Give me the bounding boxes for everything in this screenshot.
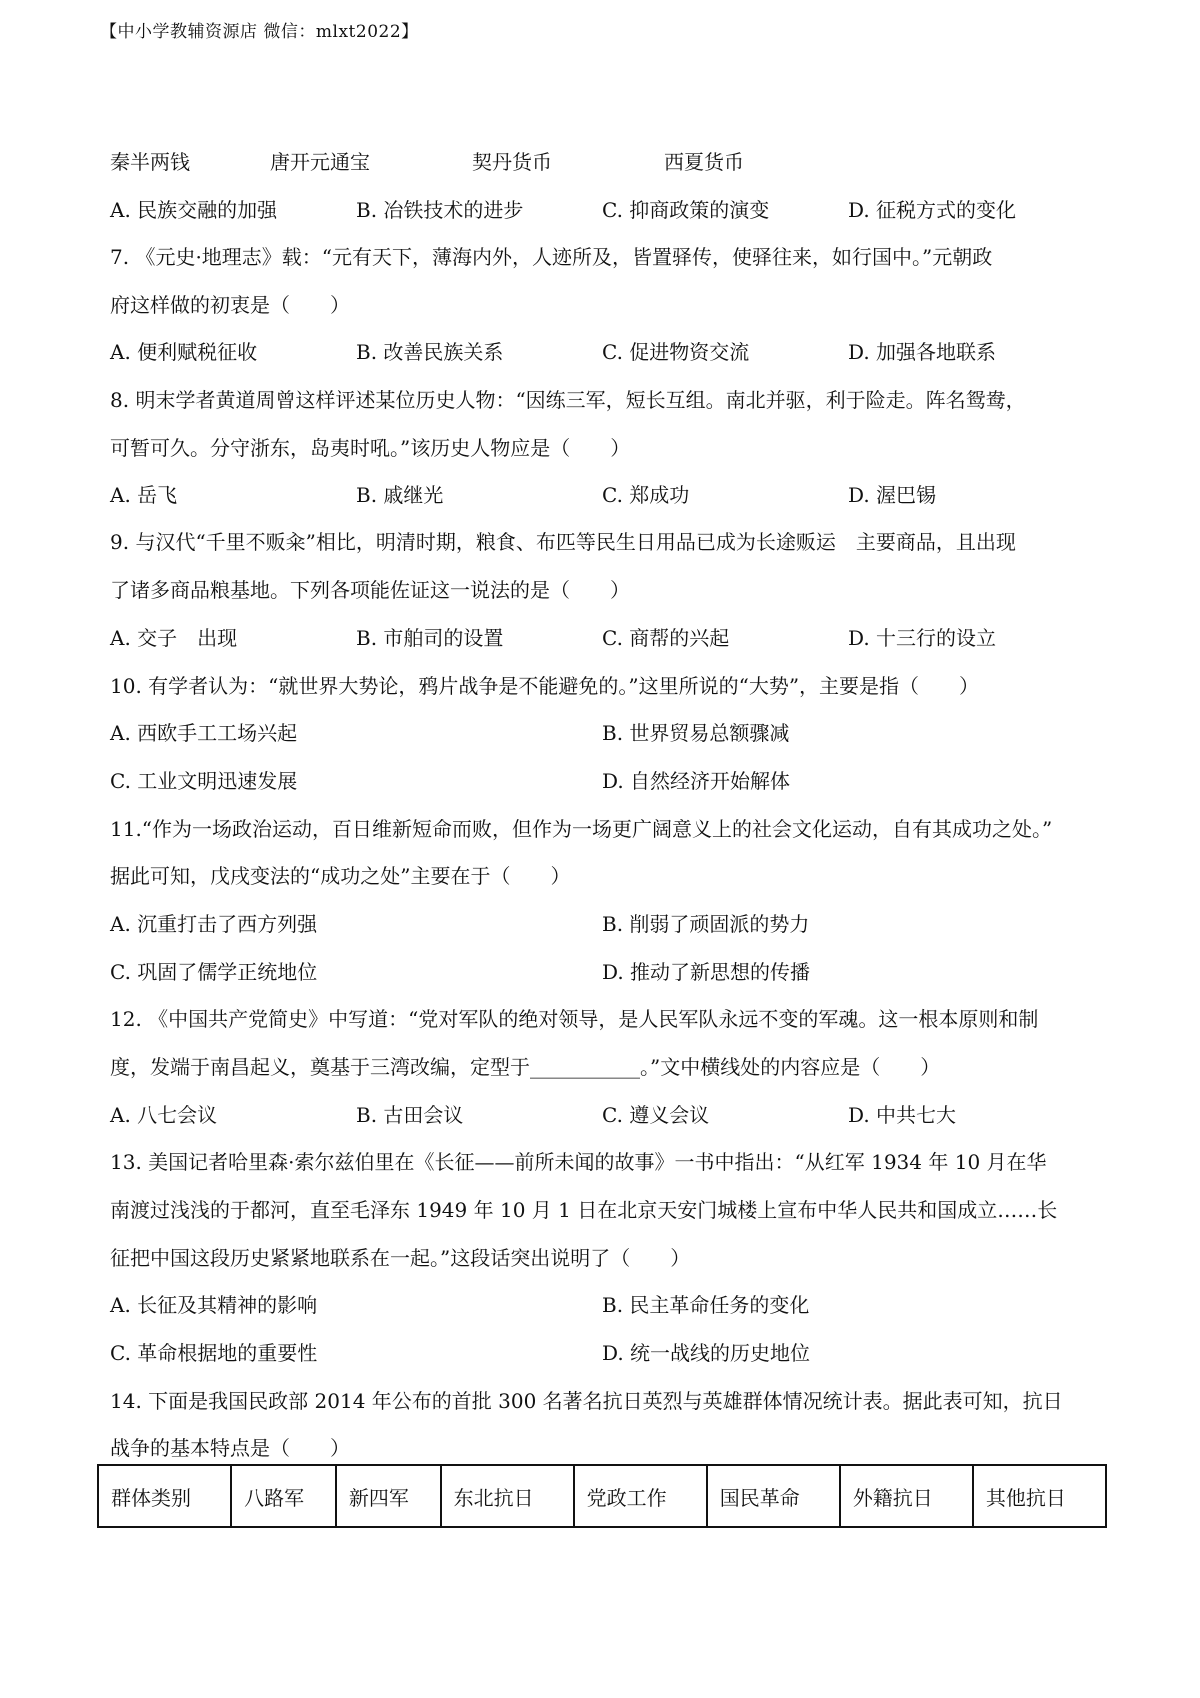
- q11-stem-line1: 11.“作为一场政治运动，百日维新短命而败，但作为一场更广阔意义上的社会文化运动，自有其成功之处。”: [110, 817, 1053, 841]
- q9-option-a: A. 交子 出现: [110, 626, 238, 650]
- q12-option-c: C. 遵义会议: [602, 1103, 710, 1127]
- q6-option-a: A. 民族交融的加强: [110, 198, 278, 222]
- q7-stem-line2: 府这样做的初衷是（ ）: [110, 293, 350, 317]
- coin-caption-xixia: 西夏货币: [664, 150, 744, 174]
- table-header-cell: 其他抗日: [973, 1465, 1106, 1527]
- q13-option-b: B. 民主革命任务的变化: [602, 1293, 810, 1317]
- table-header-cell: 外籍抗日: [840, 1465, 973, 1527]
- q13-option-d: D. 统一战线的历史地位: [602, 1341, 811, 1365]
- q7-stem-line1: 7. 《元史·地理志》载：“元有天下，薄海内外，人迹所及，皆置驿传，使驿往来，如行国中。”元朝政: [110, 245, 993, 269]
- q13-stem-line1: 13. 美国记者哈里森·索尔兹伯里在《长征——前所未闻的故事》一书中指出：“从红军 1934 年 10 月在华: [110, 1150, 1047, 1174]
- table-header-cell: 国民革命: [707, 1465, 840, 1527]
- q11-stem-line2: 据此可知，戊戌变法的“成功之处”主要在于（ ）: [110, 864, 571, 888]
- q12-option-a: A. 八七会议: [110, 1103, 218, 1127]
- q6-option-d: D. 征税方式的变化: [848, 198, 1017, 222]
- q14-stem-line2: 战争的基本特点是（ ）: [110, 1436, 350, 1460]
- q11-option-b: B. 削弱了顽固派的势力: [602, 912, 810, 936]
- q13-stem-line3: 征把中国这段历史紧紧地联系在一起。”这段话突出说明了（ ）: [110, 1246, 691, 1270]
- q10-option-d: D. 自然经济开始解体: [602, 769, 791, 793]
- table-header-cell: 东北抗日: [441, 1465, 574, 1527]
- q12-stem-line2: 度，发端于南昌起义，奠基于三湾改编，定型于___________。”文中横线处的内容应是（ ）: [110, 1055, 941, 1079]
- coin-caption-tang: 唐开元通宝: [270, 150, 370, 174]
- table-header-cell: 八路军: [231, 1465, 336, 1527]
- q12-option-d: D. 中共七大: [848, 1103, 957, 1127]
- q12-stem-line1: 12. 《中国共产党简史》中写道：“党对军队的绝对领导，是人民军队永远不变的军魂。这一根本原则和制: [110, 1007, 1039, 1031]
- q8-option-d: D. 渥巴锡: [848, 483, 937, 507]
- q8-stem-line2: 可暂可久。分守浙东，岛夷时吼。”该历史人物应是（ ）: [110, 436, 631, 460]
- q10-option-c: C. 工业文明迅速发展: [110, 769, 298, 793]
- q14-stem-line1: 14. 下面是我国民政部 2014 年公布的首批 300 名著名抗日英烈与英雄群体情况统计表。据此表可知，抗日: [110, 1389, 1063, 1413]
- q8-stem-line1: 8. 明末学者黄道周曾这样评述某位历史人物：“因练三军，短长互组。南北并驱，利于险走。阵名鸳鸯，: [110, 388, 1026, 412]
- q8-option-c: C. 郑成功: [602, 483, 690, 507]
- q7-option-c: C. 促进物资交流: [602, 340, 750, 364]
- q10-option-b: B. 世界贸易总额骤减: [602, 721, 790, 745]
- q12-option-b: B. 古田会议: [356, 1103, 464, 1127]
- q7-option-d: D. 加强各地联系: [848, 340, 997, 364]
- coin-caption-qin: 秦半两钱: [110, 150, 190, 174]
- q7-option-a: A. 便利赋税征收: [110, 340, 258, 364]
- q9-option-b: B. 市舶司的设置: [356, 626, 504, 650]
- table-header-cell: 党政工作: [574, 1465, 707, 1527]
- q11-option-d: D. 推动了新思想的传播: [602, 960, 811, 984]
- q9-stem-line1: 9. 与汉代“千里不贩籴”相比，明清时期，粮食、布匹等民生日用品已成为长途贩运 主要商品，且出现: [110, 530, 1016, 554]
- table-header-row: [98, 1465, 1106, 1527]
- q9-option-d: D. 十三行的设立: [848, 626, 997, 650]
- coin-caption-khitan: 契丹货币: [472, 150, 552, 174]
- q7-option-b: B. 改善民族关系: [356, 340, 504, 364]
- table-header-cell: 新四军: [336, 1465, 441, 1527]
- q8-option-b: B. 戚继光: [356, 483, 444, 507]
- q13-option-c: C. 革命根据地的重要性: [110, 1341, 318, 1365]
- q10-stem-line1: 10. 有学者认为：“就世界大势论，鸦片战争是不能避免的。”这里所说的“大势”，主要是指（ ）: [110, 674, 980, 698]
- table-header-cell: 群体类别: [98, 1465, 231, 1527]
- q6-option-b: B. 冶铁技术的进步: [356, 198, 524, 222]
- statistics-table: [97, 1464, 1107, 1528]
- q6-option-c: C. 抑商政策的演变: [602, 198, 770, 222]
- q11-option-a: A. 沉重打击了西方列强: [110, 912, 318, 936]
- q10-option-a: A. 西欧手工工场兴起: [110, 721, 298, 745]
- q13-option-a: A. 长征及其精神的影响: [110, 1293, 318, 1317]
- q13-stem-line2: 南渡过浅浅的于都河，直至毛泽东 1949 年 10 月 1 日在北京天安门城楼上宣布中华人民共和国成立……长: [110, 1198, 1058, 1222]
- q11-option-c: C. 巩固了儒学正统地位: [110, 960, 318, 984]
- q9-stem-line2: 了诸多商品粮基地。下列各项能佐证这一说法的是（ ）: [110, 578, 630, 602]
- watermark-header: 【中小学教辅资源店 微信：mlxt2022】: [100, 22, 419, 42]
- q8-option-a: A. 岳飞: [110, 483, 178, 507]
- q9-option-c: C. 商帮的兴起: [602, 626, 730, 650]
